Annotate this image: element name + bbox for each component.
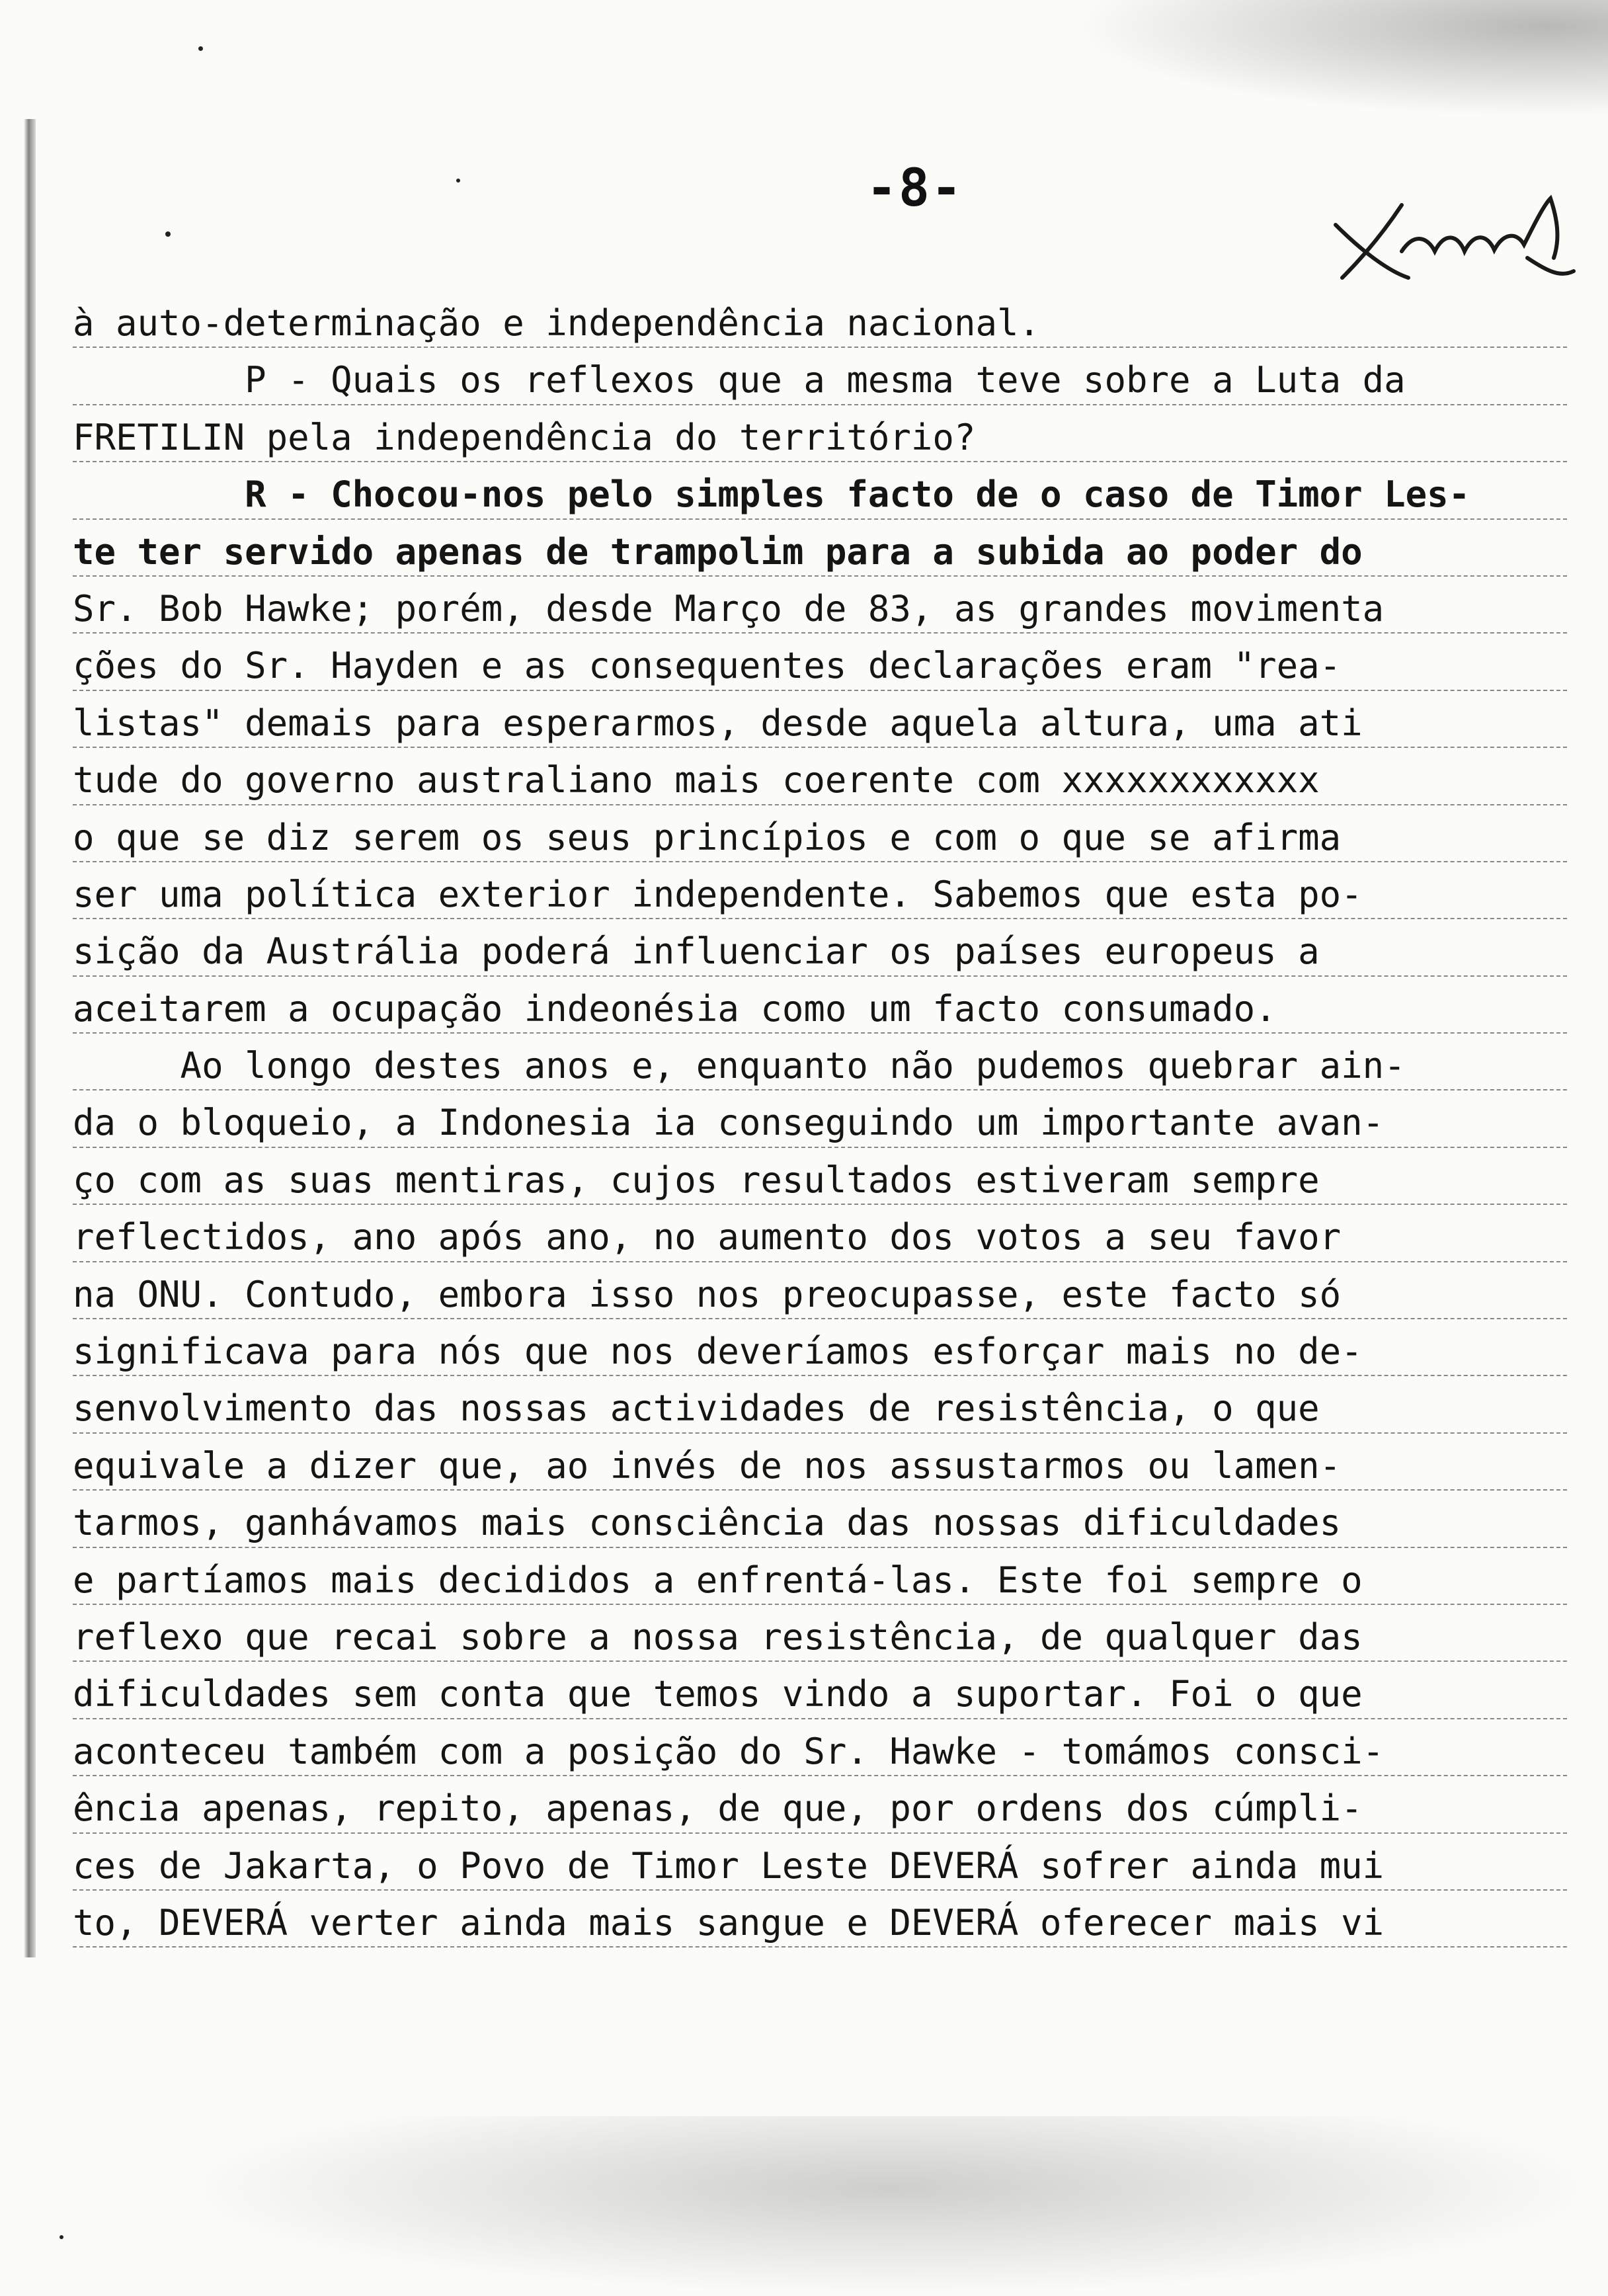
text-line: o que se diz serem os seus princípios e com o que se afirma [73, 805, 1567, 862]
text-line: ções do Sr. Hayden e as consequentes declarações eram "rea- [73, 634, 1567, 690]
text-line: FRETILIN pela independência do território? [73, 405, 1567, 462]
text-line: tude do governo australiano mais coerente com xxxxxxxxxxxx [73, 748, 1567, 805]
document-body [73, 291, 1567, 1948]
text-line: sição da Austrália poderá influenciar os países europeus a [73, 919, 1567, 976]
text-line: te ter servido apenas de trampolim para a subida ao poder do [73, 520, 1567, 577]
text-line: equivale a dizer que, ao invés de nos assustarmos ou lamen- [73, 1434, 1567, 1491]
text-line: ser uma política exterior independente. Sabemos que esta po- [73, 862, 1567, 919]
scan-speck [456, 179, 460, 183]
text-line: ço com as suas mentiras, cujos resultados estiveram sempre [73, 1148, 1567, 1205]
text-line: listas" demais para esperarmos, desde aquela altura, uma ati [73, 691, 1567, 748]
text-line: ência apenas, repito, apenas, de que, por ordens dos cúmpli- [73, 1776, 1567, 1833]
text-line: na ONU. Contudo, embora isso nos preocupasse, este facto só [73, 1262, 1567, 1319]
text-line: reflectidos, ano após ano, no aumento dos votos a seu favor [73, 1205, 1567, 1262]
scan-noise-bottom [172, 2116, 1608, 2296]
text-line: ces de Jakarta, o Povo de Timor Leste DEVERÁ sofrer ainda mui [73, 1834, 1567, 1891]
text-line: reflexo que recai sobre a nossa resistência, de qualquer das [73, 1605, 1567, 1662]
text-line: aceitarem a ocupação indeonésia como um facto consumado. [73, 977, 1567, 1034]
scan-edge-shadow [24, 119, 36, 1957]
text-line: to, DEVERÁ verter ainda mais sangue e DEVERÁ oferecer mais vi [73, 1891, 1567, 1948]
text-line: R - Chocou-nos pelo simples facto de o caso de Timor Les- [73, 462, 1567, 519]
text-line: P - Quais os reflexos que a mesma teve sobre a Luta da [73, 348, 1567, 405]
page-number: -8- [866, 159, 963, 218]
text-line: aconteceu também com a posição do Sr. Hawke - tomámos consci- [73, 1719, 1567, 1776]
text-line: da o bloqueio, a Indonesia ia conseguindo um importante avan- [73, 1090, 1567, 1147]
scan-speck [165, 231, 171, 237]
text-line: senvolvimento das nossas actividades de resistência, o que [73, 1376, 1567, 1433]
text-line: tarmos, ganhávamos mais consciência das nossas dificuldades [73, 1491, 1567, 1547]
scan-speck [198, 46, 203, 51]
handwritten-signature [1329, 179, 1580, 298]
text-line: dificuldades sem conta que temos vindo a suportar. Foi o que [73, 1662, 1567, 1719]
text-line: significava para nós que nos deveríamos esforçar mais no de- [73, 1319, 1567, 1376]
text-line: Sr. Bob Hawke; porém, desde Março de 83, as grandes movimenta [73, 577, 1567, 634]
text-line: e partíamos mais decididos a enfrentá-las. Este foi sempre o [73, 1548, 1567, 1605]
scan-noise-top [992, 0, 1608, 132]
text-line: Ao longo destes anos e, enquanto não pudemos quebrar ain- [73, 1034, 1567, 1090]
text-line: à auto-determinação e independência nacional. [73, 291, 1567, 348]
scan-speck [60, 2235, 63, 2239]
